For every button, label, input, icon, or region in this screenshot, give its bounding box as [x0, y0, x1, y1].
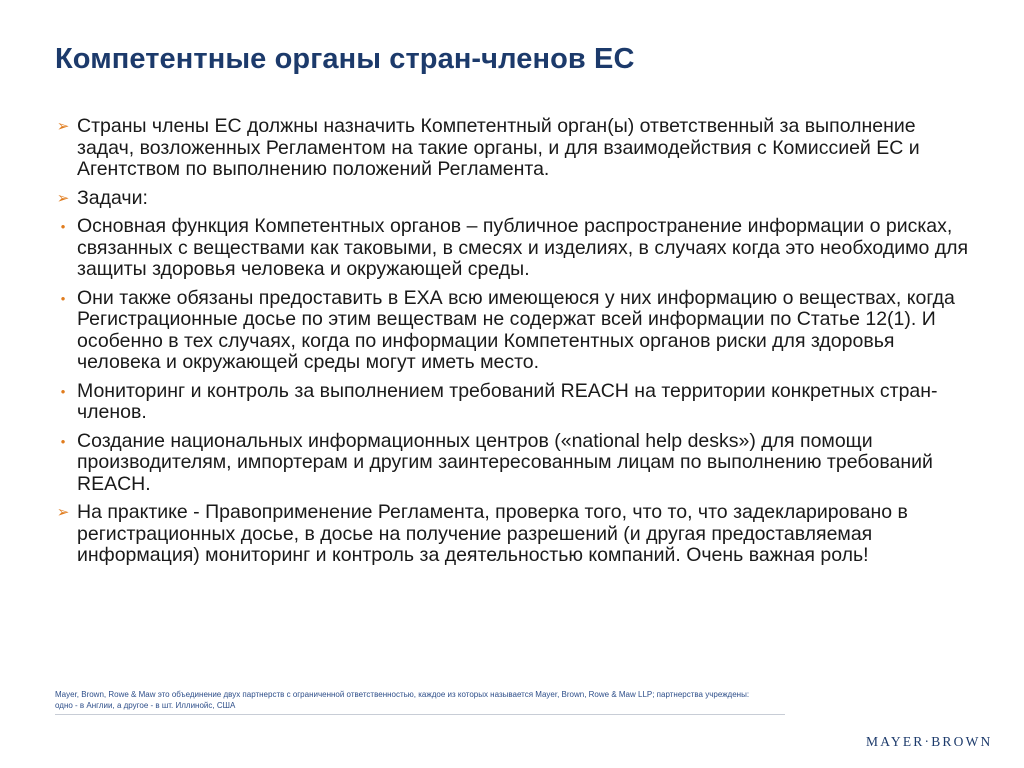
arrow-bullet-icon: ➢ [56, 118, 70, 135]
dot-bullet-icon: • [60, 433, 66, 449]
footer-disclaimer [55, 689, 815, 711]
dot-bullet-icon: • [60, 219, 66, 234]
footer-line-1: Mayer, Brown, Rowe & Maw это объединение двух партнерств с ограниченной ответственностью, каждое из которых называется Mayer, Brown, Rowe & Maw LLP; партнерства учреждены: [55, 690, 750, 699]
dot-bullet-icon: • [60, 383, 66, 399]
bullet-item [55, 116, 975, 181]
dot-bullet-icon: • [60, 290, 66, 306]
bullet-text: На практике - Правоприменение Регламента, проверка того, что то, что задекларировано в регистрационных досье, в досье на получение разрешений (и другая предоставляемая информация) мониторинг и контроль за деятельностью компаний. Очень важная роль! [77, 501, 908, 566]
slide-title: Компетентные органы стран-членов ЕС [55, 43, 635, 75]
bullet-text: Создание национальных информационных центров («national help desks») для помощи производителям, импортерам и другим заинтересованным лицам по выполнению требований REACH. [77, 429, 933, 495]
bullet-item [55, 288, 975, 374]
footer-line-2: одно - в Англии, а другое - в шт. Иллинойс, США [55, 701, 236, 710]
arrow-bullet-icon: ➢ [56, 504, 70, 521]
bullet-item [55, 216, 975, 281]
footer-divider [55, 714, 785, 715]
arrow-bullet-icon: ➢ [56, 189, 70, 207]
mayer-brown-logo: MAYER·BROWN [866, 734, 993, 749]
bullet-item [55, 381, 975, 424]
bullet-text: Они также обязаны предоставить в ЕХА всю имеющеюся у них информацию о веществах, когда Регистрационные досье по этим веществам не содержат всей информации по Статье 12(1). И особенно в тех случаях, когда по информации Компетентных органов риски для здоровья человека и окружающей среды могут иметь место. [77, 286, 955, 373]
bullet-text: Задачи: [77, 186, 148, 209]
bullet-text: Мониторинг и контроль за выполнением требований REACH на территории конкретных стран-членов. [77, 379, 938, 423]
bullet-text: Страны члены ЕС должны назначить Компетентный орган(ы) ответственный за выполнение задач, возложенных Регламентом на такие органы, и для взаимодействия с Комиссией ЕС и Агентством по выполнению положений Регламента. [77, 115, 920, 180]
bullet-item [55, 431, 975, 496]
bullet-list [55, 116, 975, 574]
bullet-text: Основная функция Компетентных органов – публичное распространение информации о рисках, связанных с веществами как таковыми, в смесях и изделиях, в случаях когда это необходимо для защиты здоровья человека и окружающей среды. [77, 215, 969, 280]
bullet-item [55, 188, 975, 210]
bullet-item [55, 502, 975, 567]
